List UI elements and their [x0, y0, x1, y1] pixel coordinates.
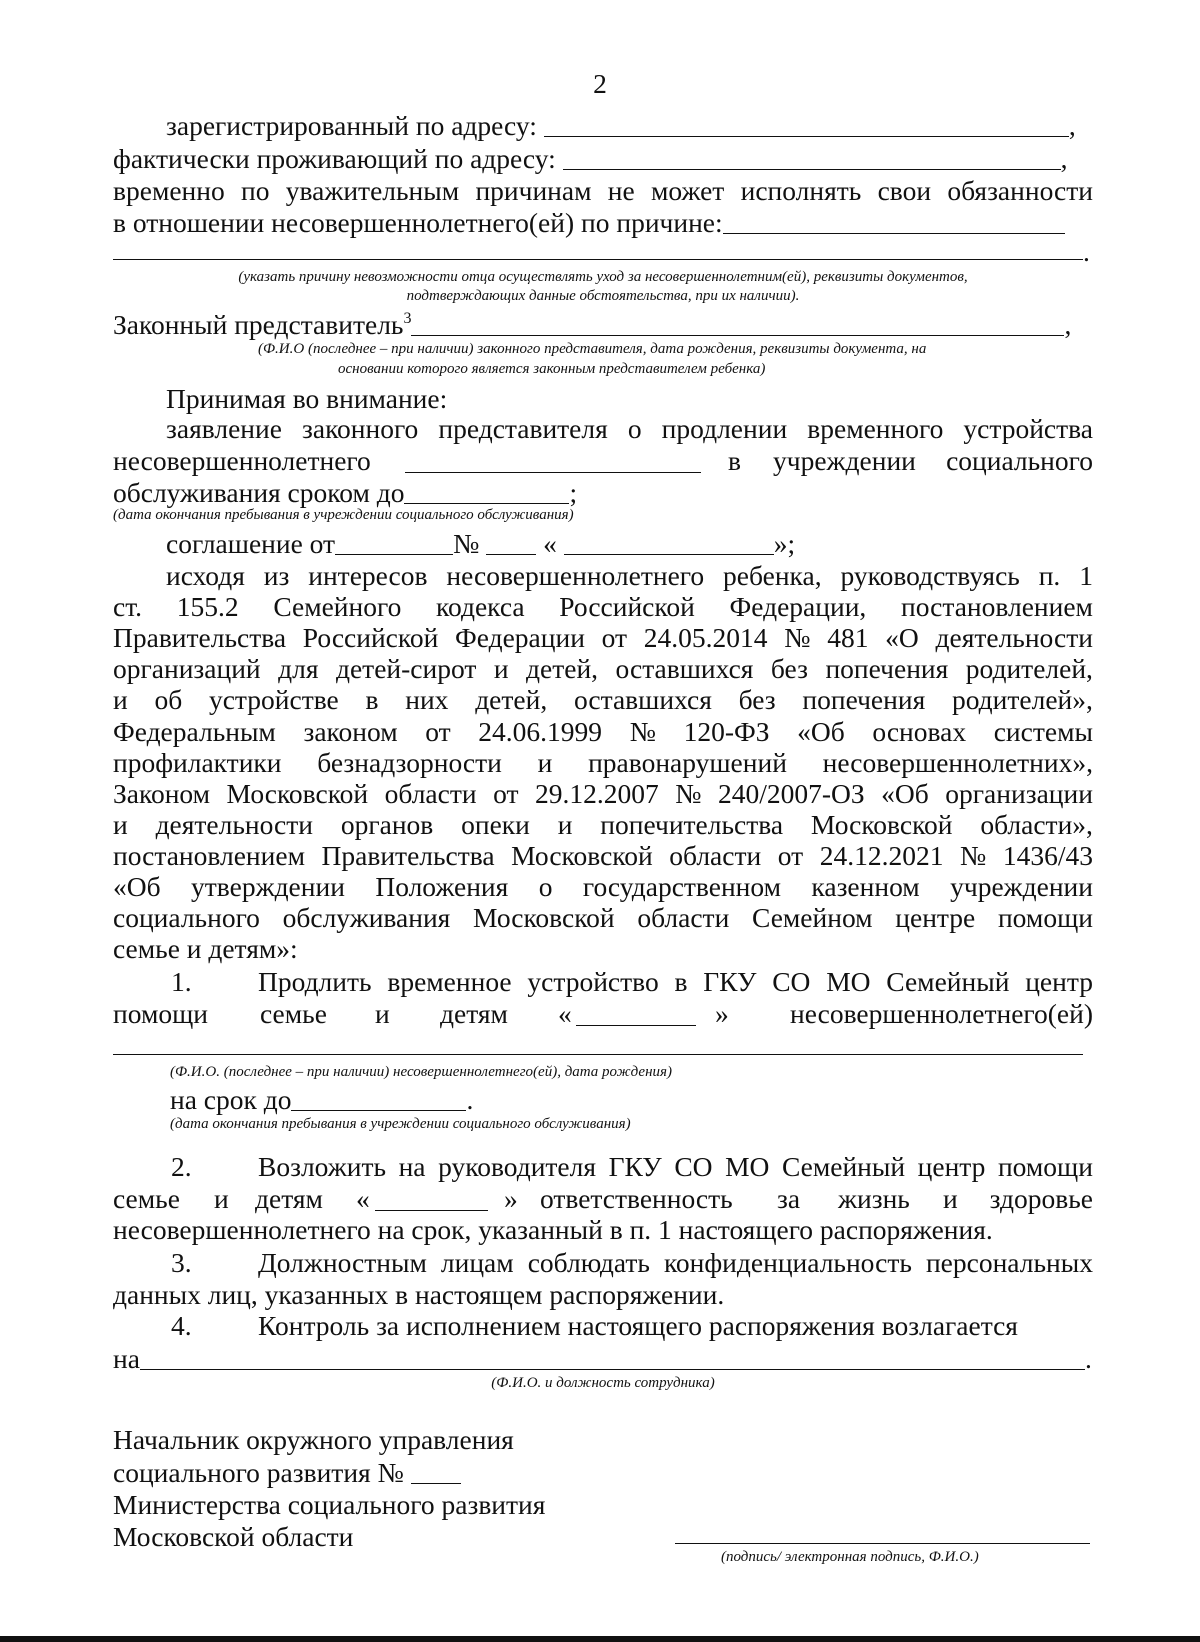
basis-line-1: [166, 560, 1093, 592]
item-1-text-word: устройство: [527, 966, 659, 997]
basis-text-word: профилактики: [113, 747, 282, 778]
item-3-text-word: лицам: [440, 1247, 514, 1278]
basis-text-word: 29.12.2007: [534, 778, 659, 809]
signature-blank-line: [675, 1543, 1090, 1544]
item-1-term-line: [170, 1084, 473, 1116]
basis-text-word: «Об: [113, 871, 161, 902]
footnote-mark: 3: [403, 310, 412, 327]
signature-line-1: Начальник окружного управления: [113, 1424, 514, 1455]
item-1-quote-close: »: [715, 998, 729, 1029]
basis-text-word: в: [365, 684, 379, 715]
basis-text-word: ребенка,: [723, 560, 822, 591]
item-3-line-2: данных лиц, указанных в настоящем распоряжении.: [113, 1279, 725, 1310]
basis-text-word: об: [154, 684, 183, 715]
basis-word: кодекса: [436, 591, 525, 622]
basis-text-word: области: [384, 778, 477, 809]
item-3-text-word: конфиденциальность: [663, 1247, 912, 1278]
reason-blank: [723, 209, 1065, 234]
item-4-line-2: [113, 1343, 1092, 1375]
statement-line-1: [166, 413, 1093, 445]
basis-text-word: казенном: [811, 871, 920, 902]
item-3-line-1: [258, 1247, 1093, 1279]
basis-text-word: оставшихся: [573, 684, 712, 715]
statement-text-1-word: представителя: [438, 413, 608, 444]
statement-text-1-word: о: [627, 413, 642, 444]
statement-note: (дата окончания пребывания в учреждении социального обслуживания): [113, 507, 574, 523]
item-2-text-word: ГКУ: [608, 1151, 662, 1182]
item-3-number: 3.: [171, 1247, 192, 1278]
basis-text-word: государственном: [582, 871, 782, 902]
basis-text-word: организаций: [113, 653, 261, 684]
basis-text-word: от: [777, 840, 804, 871]
agreement-from-label: соглашение от: [166, 528, 336, 559]
basis-text-word: Законом: [113, 778, 211, 809]
basis-text-word: Московской: [511, 840, 653, 871]
considering-heading: Принимая во внимание:: [166, 383, 448, 414]
agreement-line: [166, 528, 795, 560]
statement-word-in: в: [728, 445, 741, 476]
statement-text-1-word: заявление: [166, 413, 282, 444]
basis-text-word: организации: [945, 778, 1093, 809]
actual-address-label: фактически проживающий по адресу:: [113, 143, 556, 174]
basis-text-word: области»,: [980, 809, 1093, 840]
basis-text-word: них: [405, 684, 449, 715]
center-name-blank: [576, 1001, 696, 1026]
reason-text-1-word: временно: [113, 175, 225, 206]
item-4-line-1: Контроль за исполнением настоящего распоряжения возлагается: [258, 1310, 1018, 1341]
representative-note-1: (Ф.И.О (последнее – при наличии) законного представителя, дата рождения, реквизиты документа, на: [258, 341, 927, 357]
basis-text-word: Правительства: [113, 622, 287, 653]
basis-text-word: 240/2007-ОЗ: [717, 778, 865, 809]
item-2-text-word: МО: [725, 1151, 770, 1182]
item-2-word: и: [943, 1183, 958, 1214]
basis-text-word: области: [637, 902, 730, 933]
basis-text-word: центре: [895, 902, 976, 933]
item-1-text-word: Семейный: [886, 966, 1010, 997]
basis-text-word: 1: [1079, 560, 1093, 591]
agreement-date-blank: [335, 530, 453, 555]
basis-text-word: Московской: [473, 902, 615, 933]
item-4-note: (Ф.И.О. и должность сотрудника): [491, 1375, 715, 1391]
item-2-line-1: [258, 1151, 1093, 1183]
basis-word: Семейного: [273, 591, 402, 622]
page-number: 2: [593, 68, 607, 99]
representative-line: [113, 309, 1071, 341]
basis-text-word: Российской: [302, 622, 439, 653]
reason-end-period: .: [1083, 236, 1090, 267]
agreement-name-blank: [564, 530, 774, 555]
item-2-text-word: СО: [674, 1151, 713, 1182]
basis-text-word: «Об: [797, 716, 845, 747]
basis-text-word: «О: [885, 622, 919, 653]
basis-text-word: Правительства: [321, 840, 495, 871]
basis-line-10: [113, 840, 1093, 872]
reason-text-2: в отношении несовершеннолетнего(ей) по причине:: [113, 207, 723, 238]
basis-word: постановлением: [900, 591, 1093, 622]
basis-text-word: органов: [340, 809, 434, 840]
representative-blank: [411, 311, 1064, 336]
statement-semicolon: ;: [569, 477, 578, 508]
representative-comma: ,: [1064, 309, 1072, 340]
item-1-term-blank: [291, 1086, 466, 1111]
item-2-text-word: центр: [917, 1151, 986, 1182]
item-1-line-2: [113, 998, 1093, 1030]
registered-address-label: зарегистрированный по адресу:: [166, 110, 537, 141]
basis-text-word: 24.05.2014: [643, 622, 768, 653]
item-2-word: ответственность: [540, 1183, 733, 1214]
item-1-text-word: Продлить: [258, 966, 372, 997]
actual-address-comma: ,: [1060, 143, 1068, 174]
representative-label: Законный представитель: [113, 309, 404, 340]
item-1-term-note: (дата окончания пребывания в учреждении социального обслуживания): [170, 1116, 631, 1132]
basis-text-word: №: [784, 622, 811, 653]
item-2-word: детям: [255, 1183, 323, 1214]
item-1-text-word: в: [674, 966, 688, 997]
item-2-number: 2.: [171, 1151, 192, 1182]
agreement-quote-close: »;: [773, 528, 796, 559]
basis-text-word: Семейном: [752, 902, 873, 933]
statement-line-3: [113, 477, 577, 509]
statement-text-1-word: устройства: [963, 413, 1093, 444]
basis-text-word: от: [425, 716, 451, 747]
basis-text-word: Положения: [375, 871, 509, 902]
basis-text-word: исходя: [166, 560, 245, 591]
reason-text-1-word: обязанности: [947, 175, 1093, 206]
item-3-text-word: персональных: [925, 1247, 1093, 1278]
reason-line-2: [113, 207, 1065, 239]
item-2-word: здоровье: [989, 1183, 1093, 1214]
representative-note-2: основании которого является законным представителем ребенка): [338, 361, 766, 377]
basis-text-word: и: [537, 747, 553, 778]
reason-text-1-word: свои: [877, 175, 932, 206]
statement-word-social: социального: [946, 445, 1093, 476]
stay-end-date-blank: [404, 479, 569, 504]
signature-district-label: социального развития №: [113, 1457, 404, 1488]
item-2-line-3: несовершеннолетнего на срок, указанный в п. 1 настоящего распоряжения.: [113, 1214, 993, 1245]
reason-line-1: [113, 175, 1093, 207]
basis-text-word: №: [960, 840, 987, 871]
item-2-quote-close: »: [504, 1183, 518, 1214]
reason-blank-line: [113, 259, 1083, 260]
basis-text-word: устройстве: [208, 684, 339, 715]
basis-text-word: попечения: [802, 684, 926, 715]
reason-text-1-word: по: [241, 175, 270, 206]
statement-word-minor: несовершеннолетнего: [113, 445, 371, 476]
basis-text-word: 1436/43: [1002, 840, 1093, 871]
item-1-text-word: центр: [1025, 966, 1093, 997]
agreement-number-label: №: [453, 528, 480, 559]
basis-text-word: о: [538, 871, 553, 902]
basis-text-word: без: [738, 684, 776, 715]
item-2-text-word: Возложить: [258, 1151, 387, 1182]
reason-note-1: (указать причину невозможности отца осуществлять уход за несовершеннолетним(ей), реквизиты документов,: [238, 269, 968, 285]
signature-district-blank: [411, 1459, 461, 1484]
registered-address-line: [166, 110, 1076, 142]
basis-text-word: правонарушений: [588, 747, 787, 778]
item-2-word: семье: [113, 1183, 180, 1214]
basis-text-word: для: [278, 653, 319, 684]
item-4-period: .: [1084, 1343, 1092, 1374]
basis-line-7: [113, 747, 1093, 779]
basis-text-word: постановлением: [113, 840, 305, 871]
item-4-blank: [140, 1345, 1085, 1370]
item-1-text-word: ГКУ: [703, 966, 757, 997]
basis-text-word: опеки: [461, 809, 530, 840]
item-1-word: детям: [440, 998, 508, 1029]
basis-text-word: и: [493, 653, 509, 684]
signature-note: (подпись/ электронная подпись, Ф.И.О.): [721, 1549, 979, 1565]
item-1-word: несовершеннолетнего(ей): [790, 998, 1093, 1029]
basis-text-word: 120-ФЗ: [683, 716, 770, 747]
reason-note-2: подтверждающих данные обстоятельства, при их наличии).: [406, 288, 800, 304]
item-1-term-period: .: [466, 1084, 474, 1115]
basis-line-2: [113, 591, 1093, 623]
item-1-word: и: [375, 998, 390, 1029]
statement-line-2: [113, 445, 1093, 477]
registered-address-comma: ,: [1068, 110, 1076, 141]
signature-line-4: Московской области: [113, 1521, 354, 1552]
signature-line-2: [113, 1457, 461, 1489]
basis-line-5: [113, 684, 1093, 716]
basis-text-word: несовершеннолетних»,: [822, 747, 1093, 778]
basis-text-word: утверждении: [191, 871, 345, 902]
item-1-word: семье: [260, 998, 327, 1029]
basis-text-word: родителей,: [965, 653, 1093, 684]
reason-text-1-word: исполнять: [740, 175, 862, 206]
item-2-center-blank: [375, 1186, 488, 1211]
basis-line-3: [113, 622, 1093, 654]
basis-text-word: детей-сирот: [335, 653, 477, 684]
basis-text-word: Федеральным: [113, 716, 276, 747]
agreement-number-blank: [486, 530, 536, 555]
item-4-prefix: на: [113, 1343, 140, 1374]
basis-text-word: 24.06.1999: [478, 716, 603, 747]
basis-text-word: несовершеннолетнего: [446, 560, 705, 591]
item-2-quote-open: «: [356, 1183, 370, 1214]
basis-text-word: детей,: [475, 684, 548, 715]
basis-text-word: основах: [872, 716, 967, 747]
basis-text-word: попечения: [825, 653, 949, 684]
basis-line-6: [113, 716, 1093, 748]
item-1-text-word: МО: [826, 966, 871, 997]
basis-text-word: «Об: [881, 778, 929, 809]
item-2-word: жизнь: [838, 1183, 910, 1214]
basis-text-word: без: [770, 653, 808, 684]
basis-text-word: №: [629, 716, 656, 747]
basis-text-word: Московской: [810, 809, 953, 840]
item-1-text-word: СО: [772, 966, 811, 997]
basis-text-word: безнадзорности: [317, 747, 502, 778]
item-2-line-2: [113, 1183, 1093, 1215]
item-3-text-word: Должностным: [258, 1247, 427, 1278]
basis-word: ст.: [113, 591, 143, 622]
statement-text-1-word: законного: [302, 413, 419, 444]
basis-text-word: интересов: [308, 560, 428, 591]
basis-text-word: и: [113, 684, 128, 715]
actual-address-blank: [563, 145, 1061, 170]
basis-text-word: детей,: [526, 653, 599, 684]
item-2-word: и: [214, 1183, 229, 1214]
basis-text-word: деятельности: [155, 809, 313, 840]
statement-word-institution: учреждении: [773, 445, 916, 476]
basis-line-4: [113, 653, 1093, 685]
statement-text-3: обслуживания сроком до: [113, 477, 405, 508]
reason-text-1-word: не: [607, 175, 635, 206]
basis-text: семье и детям»:: [113, 933, 298, 964]
basis-text-word: Федерации: [455, 622, 585, 653]
basis-line-11: [113, 871, 1093, 903]
item-1-word: помощи: [113, 998, 208, 1029]
basis-text-word: руководствуясь: [840, 560, 1020, 591]
basis-text-word: учреждении: [950, 871, 1093, 902]
reason-text-1-word: причинам: [475, 175, 592, 206]
basis-text-word: области: [669, 840, 762, 871]
basis-line-12: [113, 902, 1093, 934]
item-3-text-word: соблюдать: [527, 1247, 650, 1278]
basis-text-word: №: [675, 778, 702, 809]
basis-text-word: помощи: [997, 902, 1093, 933]
item-1-quote-open: «: [558, 998, 572, 1029]
basis-text-word: социального: [113, 902, 260, 933]
minor-name-blank: [405, 448, 701, 473]
statement-text-1-word: продлении: [661, 413, 788, 444]
item-2-text-word: руководителя: [438, 1151, 597, 1182]
item-4-number: 4.: [171, 1310, 192, 1341]
basis-text-word: системы: [993, 716, 1093, 747]
basis-line-13: [113, 933, 298, 965]
actual-address-line: [113, 143, 1068, 175]
basis-line-8: [113, 778, 1093, 810]
basis-text-word: и: [557, 809, 573, 840]
item-2-word: за: [777, 1183, 801, 1214]
reason-text-1-word: может: [651, 175, 725, 206]
item-1-text-word: временное: [387, 966, 512, 997]
item-1-term-label: на срок до: [170, 1084, 292, 1115]
basis-word: 155.2: [176, 591, 239, 622]
basis-text-word: оставшихся: [615, 653, 754, 684]
item-2-text-word: на: [398, 1151, 426, 1182]
item-2-text-word: Семейный: [781, 1151, 906, 1182]
basis-text-word: 24.12.2021: [819, 840, 944, 871]
basis-text-word: от: [601, 622, 628, 653]
basis-text-word: из: [263, 560, 290, 591]
basis-line-9: [113, 809, 1093, 841]
basis-text-word: родителей»,: [951, 684, 1093, 715]
minor-fullname-blank: [113, 1054, 1083, 1055]
item-2-text-word: помощи: [997, 1151, 1093, 1182]
item-1-note: (Ф.И.О. (последнее – при наличии) несовершеннолетнего(ей), дата рождения): [170, 1064, 672, 1080]
basis-text-word: 481: [827, 622, 869, 653]
item-1-number: 1.: [171, 966, 192, 997]
basis-word: Российской: [559, 591, 695, 622]
basis-text-word: деятельности: [935, 622, 1093, 653]
basis-text-word: от: [493, 778, 519, 809]
item-1-line-1: [258, 966, 1093, 998]
signature-line-3: Министерства социального развития: [113, 1489, 546, 1520]
basis-text-word: Московской: [226, 778, 369, 809]
basis-text-word: и: [113, 809, 128, 840]
statement-text-1-word: временного: [807, 413, 944, 444]
basis-text-word: обслуживания: [282, 902, 451, 933]
reason-text-1-word: уважительным: [285, 175, 460, 206]
basis-text-word: п.: [1038, 560, 1061, 591]
basis-text-word: попечительства: [600, 809, 784, 840]
registered-address-blank: [544, 112, 1069, 137]
basis-text-word: законом: [303, 716, 398, 747]
agreement-quote-open: «: [543, 528, 557, 559]
scan-bottom-edge: [0, 1636, 1200, 1642]
basis-word: Федерации,: [729, 591, 867, 622]
